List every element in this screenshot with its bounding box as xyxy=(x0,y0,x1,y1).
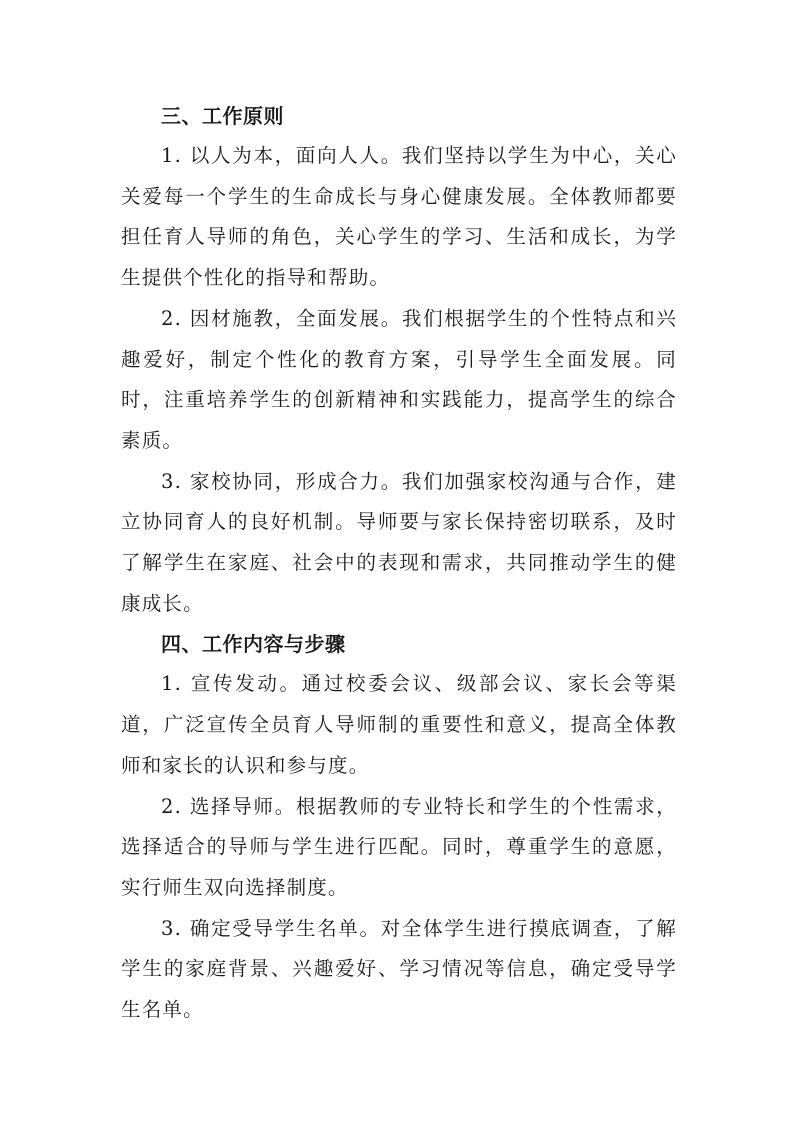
paragraph-principle-1: 1. 以人为本，面向人人。我们坚持以学生为中心，关心关爱每一个学生的生命成长与身心健康发展。全体教师都要担任育人导师的角色，关心学生的学习、生活和成长，为学生提供个性化的指导和帮助。 xyxy=(121,144,677,290)
paragraph-step-1: 1. 宣传发动。通过校委会议、级部会议、家长会等渠道，广泛宣传全员育人导师制的重要性和意义，提高全体教师和家长的认识和参与度。 xyxy=(121,672,677,777)
paragraph-step-2: 2. 选择导师。根据教师的专业特长和学生的个性需求，选择适合的导师与学生进行匹配。同时，尊重学生的意愿，实行师生双向选择制度。 xyxy=(121,794,677,899)
paragraph-principle-2: 2. 因材施教，全面发展。我们根据学生的个性特点和兴趣爱好，制定个性化的教育方案，引导学生全面发展。同时，注重培养学生的创新精神和实践能力，提高学生的综合素质。 xyxy=(121,306,677,452)
section-heading-content-steps: 四、工作内容与步骤 xyxy=(161,632,346,657)
paragraph-step-3: 3. 确定受导学生名单。对全体学生进行摸底调查，了解学生的家庭背景、兴趣爱好、学习情况等信息，确定受导学生名单。 xyxy=(121,916,677,1022)
section-heading-principles: 三、工作原则 xyxy=(161,104,284,128)
document-body xyxy=(121,96,677,1031)
paragraph-principle-3: 3. 家校协同，形成合力。我们加强家校沟通与合作，建立协同育人的良好机制。导师要与家长保持密切联系，及时了解学生在家庭、社会中的表现和需求，共同推动学生的健康成长。 xyxy=(121,469,677,615)
